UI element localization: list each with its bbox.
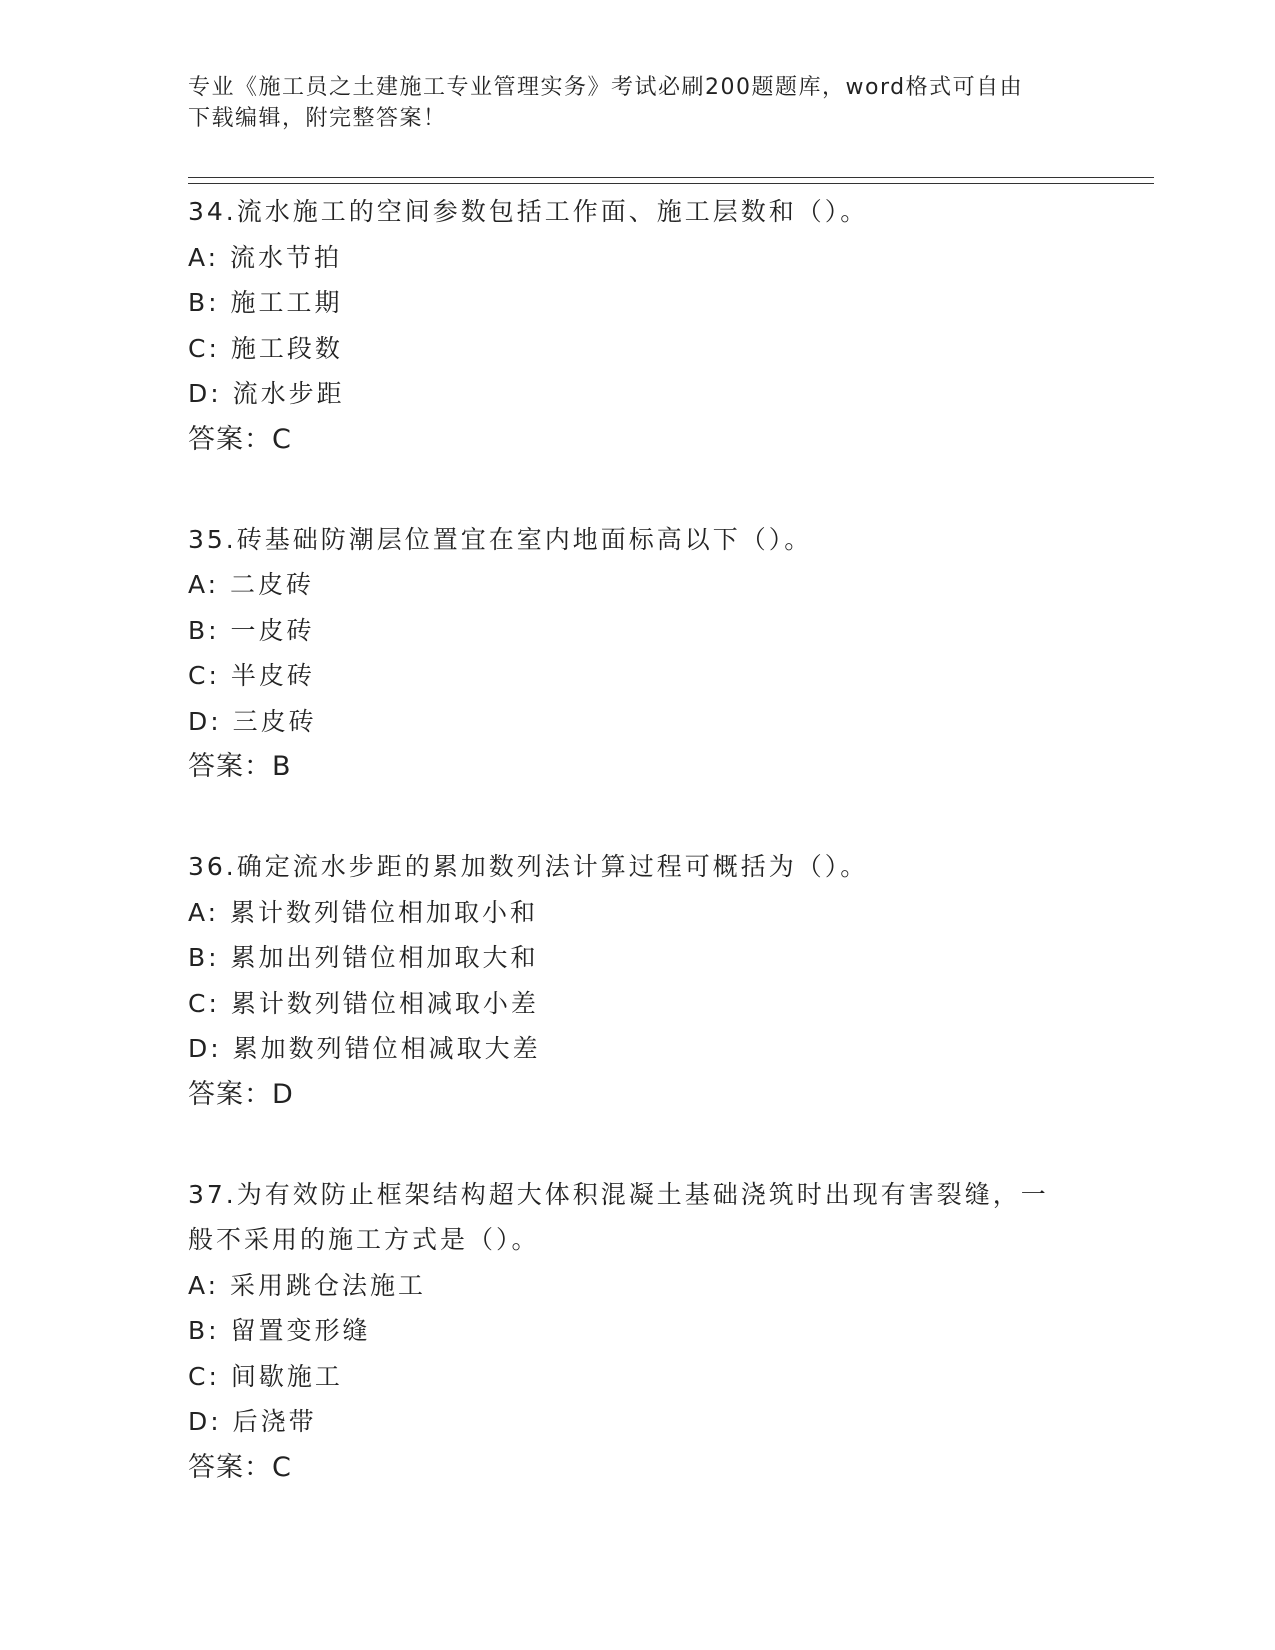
question-option: D: 累加数列错位相减取大差 (188, 1034, 541, 1063)
header-line-1: 专业《施工员之土建施工专业管理实务》考试必刷200题题库，word格式可自由 (188, 75, 1024, 100)
question-option: C: 累计数列错位相减取小差 (188, 988, 539, 1018)
question-answer: 答案：B (188, 751, 292, 782)
question-option: B: 施工工期 (188, 288, 343, 317)
document-header (188, 72, 1068, 134)
question-option: D: 后浇带 (188, 1407, 317, 1436)
question-stem: 35.砖基础防潮层位置宜在室内地面标高以下（）。 (188, 524, 813, 554)
question-stem: 般不采用的施工方式是（）。 (188, 1225, 540, 1254)
question-option: C: 施工段数 (188, 333, 343, 363)
question-option: B: 累加出列错位相加取大和 (188, 943, 539, 972)
question-option: A: 二皮砖 (188, 570, 315, 599)
header-line-2: 下载编辑，附完整答案！ (188, 106, 447, 131)
question-block (188, 189, 1088, 462)
question-option: D: 三皮砖 (188, 706, 317, 736)
question-stem: 36.确定流水步距的累加数列法计算过程可概括为（）。 (188, 852, 869, 881)
question-option: B: 留置变形缝 (188, 1316, 371, 1345)
question-option: C: 半皮砖 (188, 661, 315, 690)
question-option: C: 间歇施工 (188, 1361, 343, 1391)
question-block (188, 1172, 1088, 1490)
question-option: B: 一皮砖 (188, 615, 315, 645)
header-divider (188, 177, 1154, 184)
question-option: A: 采用跳仓法施工 (188, 1270, 427, 1300)
question-block (188, 517, 1088, 790)
question-option: A: 累计数列错位相加取小和 (188, 897, 539, 927)
question-block (188, 844, 1088, 1117)
question-answer: 答案：C (188, 1451, 292, 1483)
question-answer: 答案：D (188, 1078, 294, 1110)
question-stem: 37.为有效防止框架结构超大体积混凝土基础浇筑时出现有害裂缝，一 (188, 1179, 1049, 1209)
question-stem: 34.流水施工的空间参数包括工作面、施工层数和（）。 (188, 197, 869, 226)
question-option: A: 流水节拍 (188, 242, 343, 272)
question-option: D: 流水步距 (188, 379, 345, 408)
question-answer: 答案：C (188, 423, 292, 455)
question-list (188, 189, 1088, 1545)
